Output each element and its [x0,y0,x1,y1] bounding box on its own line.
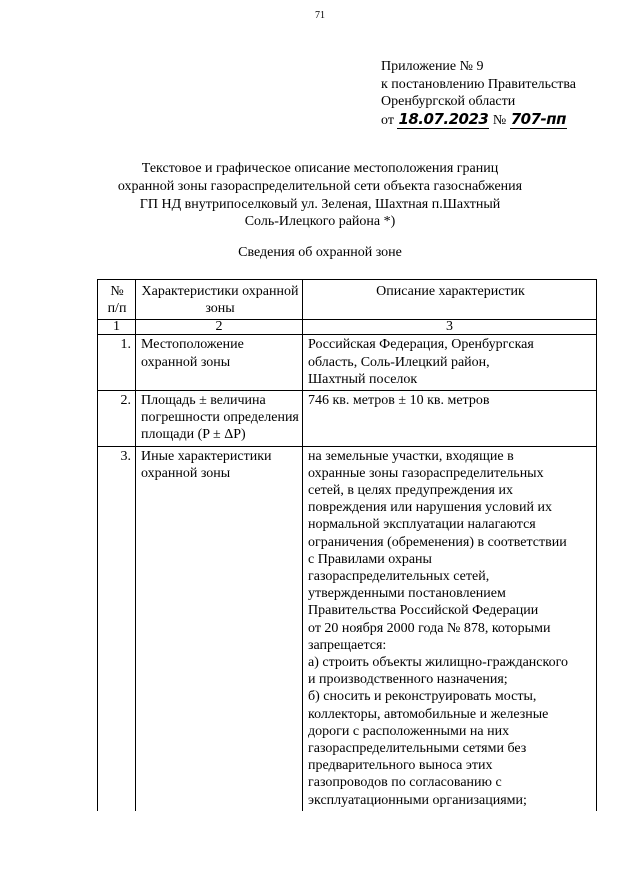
description-line: дороги с расположенными на них [308,723,510,739]
appendix-block [381,58,576,129]
table-row [98,335,597,391]
title-line-1: Текстовое и графическое описание местоположения границ [141,161,499,176]
col-number-3: 3 [303,320,597,335]
description-line: предварительного выноса этих [308,758,493,774]
page-number: 71 [315,10,325,21]
row-characteristic: Местоположение охранной зоны [136,335,303,391]
zone-info-table [97,279,597,811]
row-characteristic: Иные характеристики охранной зоны [136,446,303,811]
header-characteristics: Характеристики охранной зоны [136,280,303,320]
header-description: Описание характеристик [303,280,597,320]
col-number-2: 2 [136,320,303,335]
description-line: газопроводов по согласованию с [308,775,502,791]
appendix-line-3: Оренбургской области [381,94,516,109]
number-label: № [492,112,507,128]
description-line: Шахтный поселок [308,371,418,387]
section-title: Сведения об охранной зоне [238,245,402,260]
description-line: газораспределительными сетями без [308,741,527,757]
col-number-1: 1 [98,320,136,335]
description-line: 746 кв. метров ± 10 кв. метров [308,393,490,409]
title-line-3: ГП НД внутрипоселковый ул. Зеленая, Шахтная п.Шахтный [139,196,501,212]
description-line: и производственного назначения; [308,672,508,688]
description-line: Правительства Российской Федерации [308,603,539,619]
appendix-line-1: Приложение № 9 [381,59,484,74]
description-line: нормальной эксплуатации налагаются [308,517,536,533]
appendix-line-4 [381,111,576,130]
description-line: от 20 ноября 2000 года № 878, которыми [308,620,551,636]
title-line-4: Соль-Илецкого района *) [244,214,396,230]
description-line: запрещается: [308,637,387,653]
description-line: коллекторы, автомобильные и железные [308,706,549,722]
row-num: 2. [98,391,136,447]
table-row [98,446,597,811]
row-description [303,335,597,391]
row-num: 3. [98,446,136,811]
description-line: Российская Федерация, Оренбургская [308,337,534,353]
row-num: 1. [98,335,136,391]
header-num: № п/п [98,280,136,320]
description-line: область, Соль-Илецкий район, [308,354,490,370]
table-header-row [98,280,597,320]
title-line-2: охранной зоны газораспределительной сети объекта газоснабжения [117,178,523,194]
row-description [303,391,597,447]
description-line: утвержденными постановлением [308,586,506,602]
description-line: б) сносить и реконструировать мосты, [308,689,537,705]
table-row [98,391,597,447]
description-line: повреждения или нарушения условий их [308,500,552,516]
description-line: охранные зоны газораспределительных [308,465,544,481]
row-characteristic: Площадь ± величина погрешности определения площади (P ± ΔP) [136,391,303,447]
handwritten-date: 18.07.2023 [398,109,489,128]
description-line: сетей, в целях предупреждения их [308,483,513,499]
description-line: газораспределительных сетей, [308,569,490,585]
document-title [90,160,550,231]
from-label: от [381,112,394,128]
column-numbers-row [98,320,597,335]
description-line: на земельные участки, входящие в [308,448,514,464]
description-line: ограничения (обременения) в соответствии [308,534,567,550]
description-line: а) строить объекты жилищно-гражданского [308,655,568,671]
description-line: с Правилами охраны [308,551,432,567]
handwritten-number: 707-пп [510,109,566,128]
row-description [303,446,597,811]
description-line: эксплуатационными организациями; [308,792,527,808]
appendix-line-2: к постановлению Правительства [381,76,577,92]
